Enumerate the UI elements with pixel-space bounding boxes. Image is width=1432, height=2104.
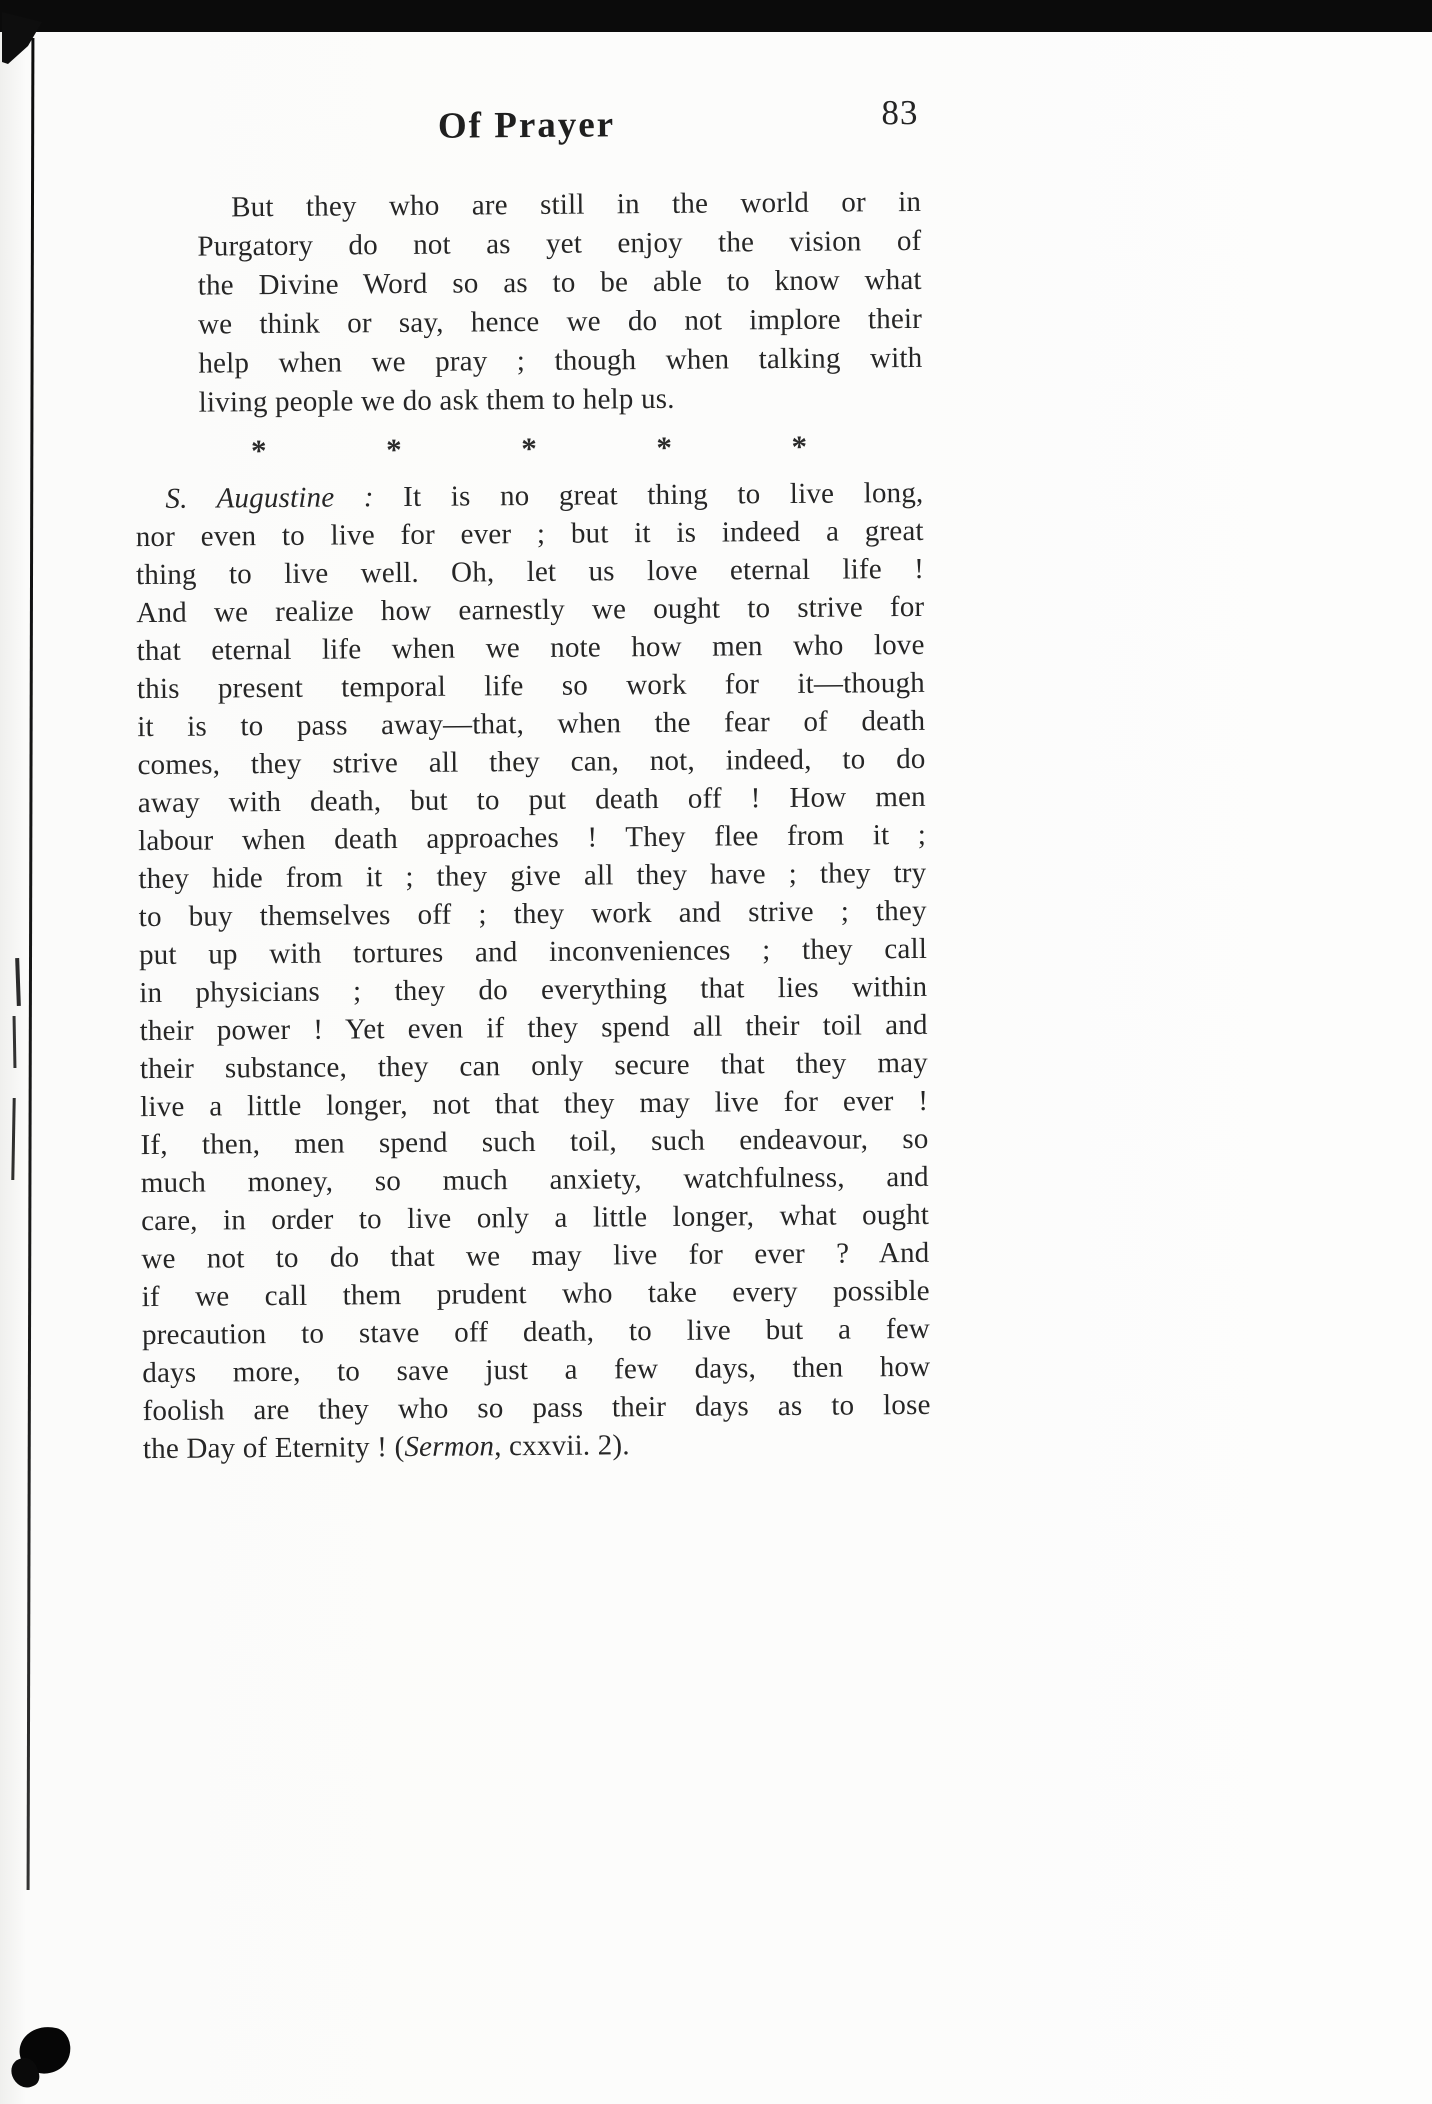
text-segment: much money, so much anxiety, watchfulness, and — [140, 1160, 929, 1200]
page-title: Of Prayer — [437, 104, 616, 147]
text-line — [141, 1234, 929, 1278]
text-line — [136, 588, 924, 632]
text-line — [140, 1082, 928, 1126]
text-segment: they hide from it ; they give all they have ; they try — [138, 856, 927, 896]
page-number: 83 — [881, 92, 919, 133]
text-segment: their substance, they can only secure that they may — [139, 1046, 929, 1086]
scan-artifact-left-page-edge — [27, 38, 35, 1890]
text-segment: precaution to stave off death, to live but a few — [141, 1312, 931, 1352]
text-line — [140, 1120, 928, 1164]
text-segment: It is no great thing to live long, — [403, 476, 924, 513]
text-segment: away with death, but to put death off ! How men — [137, 780, 926, 820]
text-line — [198, 300, 922, 345]
text-segment: labour when death approaches ! They flee from it ; — [138, 818, 927, 858]
text-segment: And we realize how earnestly we ought to strive for — [136, 590, 925, 630]
text-segment: Purgatory do not as yet enjoy the vision of — [197, 224, 922, 263]
text-line — [198, 261, 922, 306]
text-segment: the Divine Word so as to be able to know what — [197, 263, 922, 302]
text-segment: If, then, men spend such toil, such endeavour, so — [140, 1122, 929, 1162]
text-line — [139, 968, 927, 1012]
text-line — [139, 930, 927, 974]
text-segment: if we call them prudent who take every possible — [141, 1274, 930, 1314]
text-line — [139, 1006, 927, 1050]
italic-text-segment: S. Augustine : — [165, 480, 404, 515]
text-line — [137, 664, 925, 708]
text-line — [139, 892, 927, 936]
text-line — [137, 702, 925, 746]
body-paragraph — [135, 474, 931, 1468]
asterisk: * — [386, 432, 402, 468]
text-segment: But they who are still in the world or in — [231, 185, 922, 224]
text-segment: comes, they strive all they can, not, indeed, to do — [137, 742, 926, 782]
text-segment: care, in order to live only a little longer, what ought — [141, 1198, 930, 1238]
text-line — [141, 1196, 929, 1240]
text-segment: to buy themselves off ; they work and strive ; they — [138, 894, 927, 934]
text-segment: their power ! Yet even if they spend all their toil and — [139, 1008, 928, 1048]
italic-text-segment: Sermon — [404, 1430, 495, 1464]
text-line — [199, 378, 923, 423]
text-line — [138, 816, 926, 860]
text-line — [138, 778, 926, 822]
text-segment: living people we do ask them to help us. — [198, 382, 675, 419]
scan-artifact-left-mark — [13, 1016, 17, 1068]
quote-paragraph — [197, 183, 923, 423]
scan-artifact-left-mark — [15, 958, 21, 1006]
text-segment: foolish are they who so pass their days as to lose — [142, 1388, 931, 1428]
asterisk: * — [656, 429, 673, 465]
text-segment: it is to pass away—that, when the fear of death — [137, 704, 926, 744]
text-line — [137, 626, 925, 670]
text-line — [142, 1386, 930, 1430]
text-segment: that eternal life when we note how men who love — [136, 628, 925, 668]
text-line — [136, 512, 924, 556]
text-line — [141, 1158, 929, 1202]
text-line — [143, 1424, 931, 1468]
text-segment: thing to live well. Oh, let us love eternal life ! — [135, 552, 925, 592]
text-line — [135, 474, 923, 518]
page-header — [132, 92, 920, 157]
text-segment: help when we pray ; though when talking with — [198, 341, 923, 380]
text-line — [138, 854, 926, 898]
text-line — [142, 1348, 930, 1392]
asterisk: * — [791, 428, 808, 464]
asterisk: * — [521, 430, 537, 467]
text-segment: , cxxvii. 2). — [494, 1429, 630, 1463]
text-segment: this present temporal life so work for it—though — [136, 666, 926, 706]
text-line — [142, 1310, 930, 1354]
text-segment: we think or say, hence we do not implore their — [197, 302, 923, 341]
scan-artifact-left-mark — [11, 1098, 15, 1180]
text-segment: we not to do that we may live for ever ? And — [141, 1236, 930, 1276]
text-line — [137, 740, 925, 784]
text-line — [142, 1272, 930, 1316]
text-line — [197, 222, 921, 267]
text-line — [197, 183, 921, 228]
text-segment: live a little longer, not that they may live for ever ! — [140, 1084, 929, 1124]
text-line — [136, 550, 924, 594]
page-content — [132, 0, 931, 1468]
asterisk: * — [250, 433, 267, 469]
text-segment: the Day of Eternity ! ( — [142, 1431, 405, 1466]
text-segment: nor even to live for ever ; but it is indeed a great — [135, 514, 924, 554]
text-line — [198, 339, 922, 384]
text-segment: in physicians ; they do everything that lies within — [139, 970, 928, 1010]
text-line — [140, 1044, 928, 1088]
text-segment: days more, to save just a few days, then how — [142, 1350, 931, 1390]
text-segment: put up with tortures and inconveniences ; they call — [138, 932, 928, 972]
asterisk-separator — [251, 429, 807, 469]
